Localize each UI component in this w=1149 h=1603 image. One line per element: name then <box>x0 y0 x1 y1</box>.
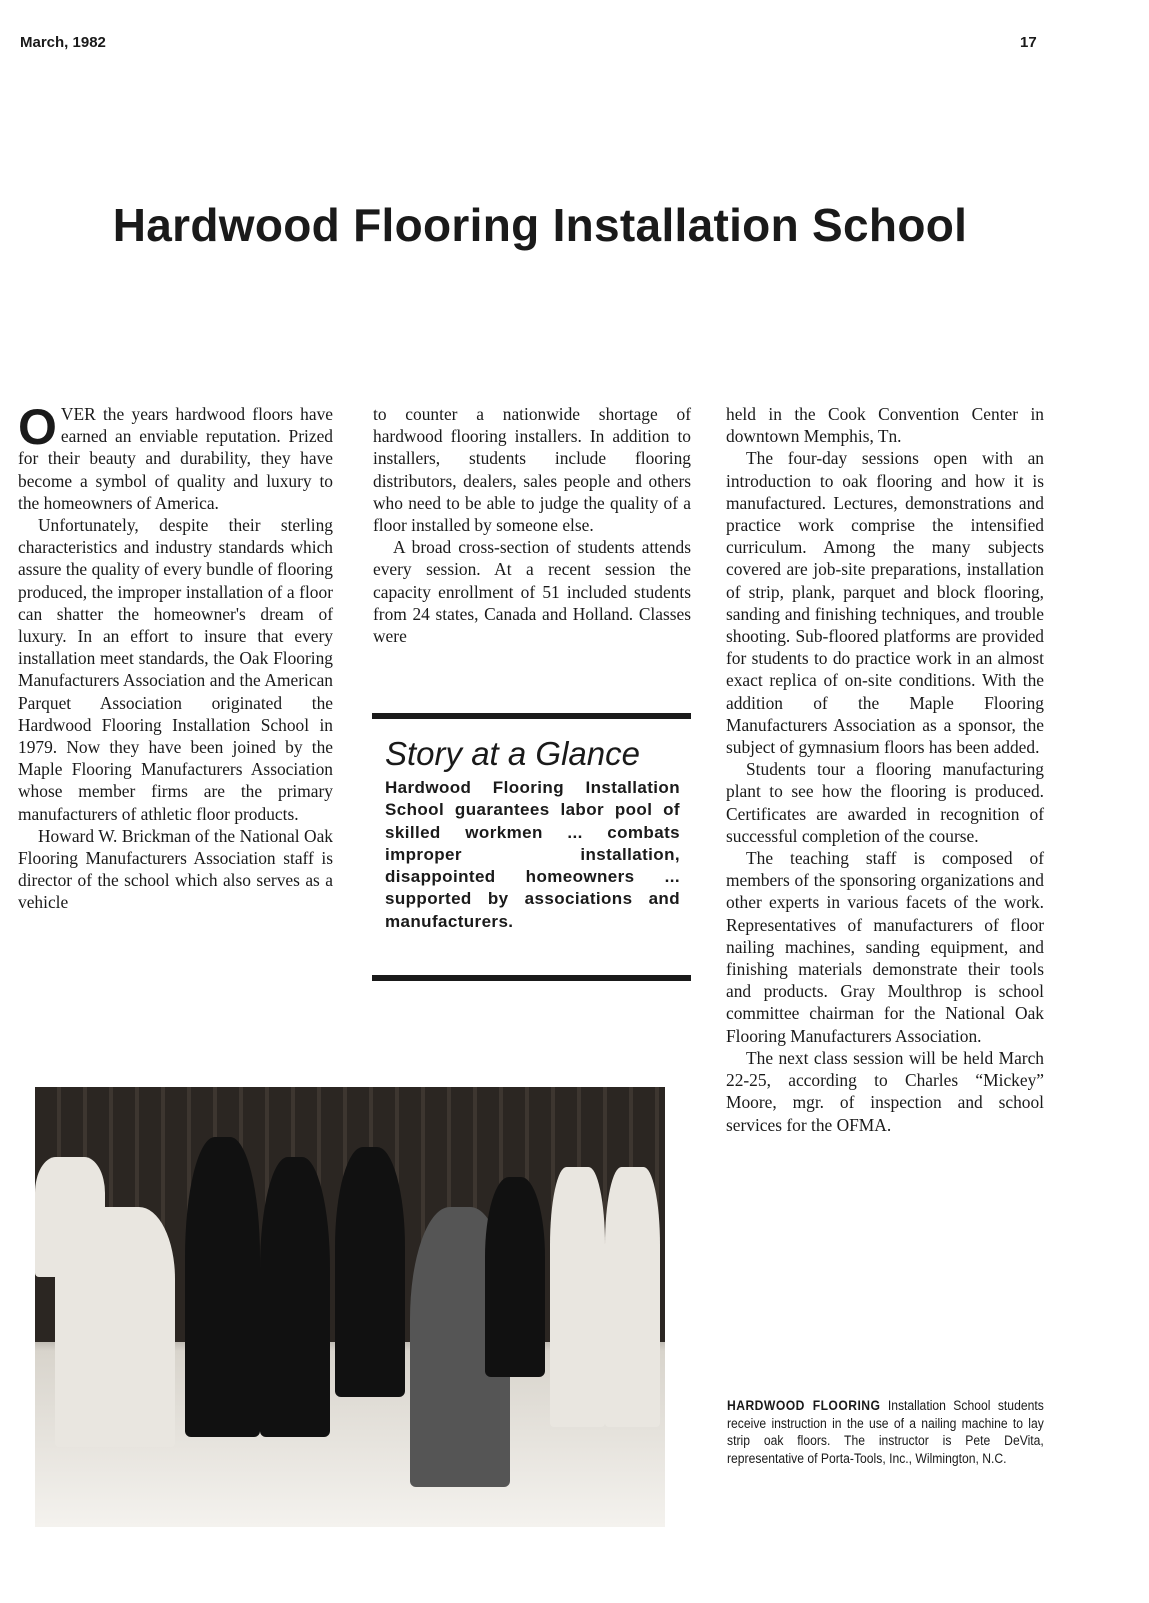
photo-caption <box>727 1397 1044 1467</box>
paragraph: to counter a nationwide shortage of hardwood flooring installers. In addition to installers, students include flooring distributors, dealers, sales people and others who need to be able to judge the quality of a floor installed by someone else. <box>373 404 691 536</box>
paragraph: Howard W. Brickman of the National Oak Flooring Manufacturers Association staff is director of the school which also serves as a vehicle <box>18 825 333 913</box>
paragraph <box>18 399 333 514</box>
paragraph: The four-day sessions open with an introduction to oak flooring and how it is manufactured. Lectures, demonstrations and practice work comprise the intensified curriculum. Among the many subjects covered are job-site preparations, installation of strip, plank, parquet and block flooring, sanding and finishing techniques, and trouble shooting. Sub-floored platforms are provided for students to do practice work in an almost exact replica of on-site conditions. With the addition of the Maple Flooring Manufacturers Association as a sponsor, the subject of gymnasium floors has been added. <box>726 448 1044 758</box>
paragraph: The teaching staff is composed of members of the sponsoring organizations and other experts in various facets of the work. Representatives of manufacturers of floor nailing machines, sanding equipment, and finishing materials demonstrate their tools and products. Gray Moulthrop is school committee chairman for the National Oak Flooring Manufacturers Association. <box>726 848 1044 1046</box>
article-column-1 <box>18 399 333 914</box>
caption-body: Installation School students receive instruction in the use of a nailing machine to lay strip oak floors. The instructor is Pete DeVita, representative of Porta-Tools, Inc., Wilmington, N.C. <box>727 1398 1044 1466</box>
sidebar-heading: Story at a Glance <box>385 735 640 772</box>
photo-figure <box>185 1137 260 1437</box>
paragraph: The next class session will be held March 22-25, according to Charles “Mickey” Moore, mgr. of inspection and school services for the OFMA. <box>726 1047 1044 1135</box>
caption-lead: HARDWOOD FLOORING <box>727 1398 881 1413</box>
paragraph: A broad cross-section of students attends every session. At a recent session the capacity enrollment of 51 included students from 24 states, Canada and Holland. Classes were <box>373 537 691 647</box>
article-column-3 <box>726 403 1044 1136</box>
paragraph: Students tour a flooring manufacturing plant to see how the flooring is produced. Certificates are awarded in recognition of successful completion of the course. <box>726 759 1044 846</box>
sidebar-bottom-rule <box>372 975 691 981</box>
class-photo <box>35 1087 665 1527</box>
photo-figure <box>260 1157 330 1437</box>
issue-date: March, 1982 <box>20 34 106 51</box>
article-title: Hardwood Flooring Installation School <box>112 199 968 251</box>
drop-cap: O <box>18 399 57 455</box>
paragraph: Unfortunately, despite their sterling characteristics and industry standards which assure the quality of every bundle of flooring produced, the improper installation of a floor can shatter the homeowner's dream of luxury. In an effort to insure that every installation meet standards, the Oak Flooring Manufacturers Association and the American Parquet Association originated the Hardwood Flooring Installation School in 1979. Now they have been joined by the Maple Flooring Manufacturers Association whose member firms are the primary manufacturers of athletic floor products. <box>18 515 333 824</box>
paragraph-text: VER the years hardwood floors have earned an enviable reputation. Prized for their beauty and durability, they have become a symbol of quality and luxury to the homeowners of America. <box>18 404 333 513</box>
photo-figure <box>550 1167 605 1427</box>
photo-figure <box>55 1207 175 1447</box>
page-number: 17 <box>1020 34 1037 51</box>
sidebar-top-rule <box>372 713 691 719</box>
photo-figure <box>485 1177 545 1377</box>
paragraph: held in the Cook Convention Center in downtown Memphis, Tn. <box>726 404 1044 447</box>
sidebar-body: Hardwood Flooring Installation School guarantees labor pool of skilled workmen ... combats improper installation, disappointed homeowners ... supported by associations and manufacturers. <box>385 778 680 931</box>
photo-figure <box>605 1167 660 1427</box>
story-at-a-glance-box <box>385 735 680 933</box>
photo-figure <box>335 1147 405 1397</box>
article-column-2 <box>373 403 691 647</box>
